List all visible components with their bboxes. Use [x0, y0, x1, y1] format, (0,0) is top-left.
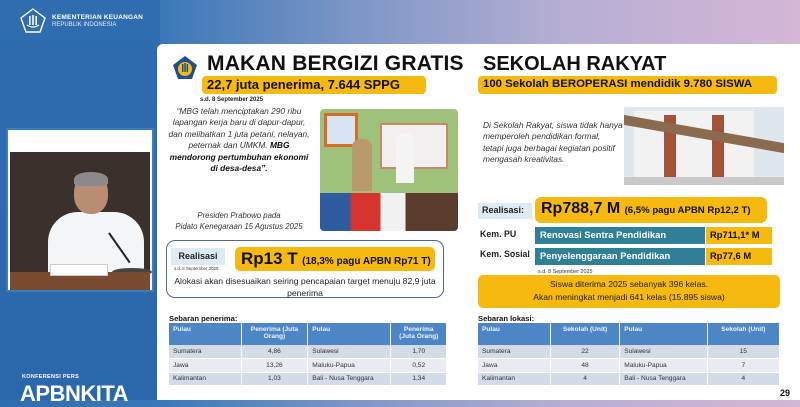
kemenkeu-emblem-icon: [172, 55, 198, 81]
nameplate: [50, 264, 108, 276]
table-header-row: [478, 323, 780, 345]
mbg-realisasi-date: s.d. 8 September 2025: [174, 266, 219, 271]
table-row: [478, 345, 780, 359]
table-cell: Kalimantan: [169, 372, 241, 386]
mbg-distribution-table: [169, 323, 447, 386]
table-cell: Maluku-Papua: [308, 359, 391, 373]
column-header: Sekolah (Unit): [707, 323, 779, 345]
program-renovasi: Renovasi Sentra Pendidikan: [535, 227, 705, 244]
photo-person: [396, 133, 414, 183]
photo-students: [320, 193, 458, 231]
school-building-photo: [624, 107, 784, 185]
sekolah-description: Di Sekolah Rakyat, siswa tidak hanya memperoleh pendidikan formal, tetapi juga berbagai kegiatan positif mengasah kreativitas.: [483, 120, 623, 165]
mbg-realisasi-amount: Rp13 T: [241, 249, 298, 268]
classroom-photo: [320, 109, 458, 231]
program-penyelenggaraan: Penyelenggaraan Pendidikan: [535, 248, 705, 265]
mbg-allocation-note: Alokasi akan disesuaikan seiring pencapaian target menuju 82,9 juta penerima: [174, 276, 436, 298]
quote-source: [165, 210, 313, 232]
column-header: Sekolah (Unit): [550, 323, 619, 345]
speaker-video-feed: [6, 128, 154, 292]
table-cell: Jawa: [169, 359, 241, 373]
column-header: Pulau: [308, 323, 391, 345]
column-header: Penerima (Juta Orang): [391, 323, 447, 345]
ministry-sosial-label: Kem. Sosial: [480, 249, 530, 259]
table-row: [169, 372, 447, 386]
table-cell: 48: [550, 359, 619, 373]
speaker-hair: [74, 172, 108, 186]
photo-ground: [624, 177, 784, 185]
mbg-date: s.d. 8 September 2025: [200, 97, 264, 103]
page-number: 29: [780, 388, 791, 398]
presentation-slide: [157, 44, 800, 400]
table-cell: Jawa: [478, 359, 550, 373]
quote-emphasis: MBG mendorong pertumbuhan ekonomi di desa-desa”.: [169, 140, 309, 174]
column-header: Pulau: [620, 323, 707, 345]
table-cell: Sumatera: [169, 345, 241, 359]
mbg-title: MAKAN BERGIZI GRATIS: [207, 52, 464, 75]
table-cell: 1,03: [241, 372, 308, 386]
table-cell: 1,34: [391, 372, 447, 386]
quote-source-line1: Presiden Prabowo pada: [197, 211, 281, 220]
table-cell: Sulawesi: [620, 345, 707, 359]
sekolah-realisasi-amount: Rp788,7 M: [541, 200, 621, 217]
kemenkeu-logo-icon: [20, 8, 46, 34]
column-header: Penerima (Juta Orang): [241, 323, 308, 345]
table-cell: Sumatera: [478, 345, 550, 359]
quote-text: “MBG telah menciptakan 290 ribu lapangan kerja baru di dapur-dapur, dan melibatkan 1 juta petani, nelayan, peternak dan UMKM.: [168, 106, 310, 151]
photo-person: [352, 139, 372, 191]
table-row: [169, 359, 447, 373]
mbg-distribution-label: Sebaran penerima:: [169, 314, 238, 323]
table-cell: Kalimantan: [478, 372, 550, 386]
table-cell: 0,52: [391, 359, 447, 373]
photo-brick-column: [712, 115, 724, 179]
table-cell: Maluku-Papua: [620, 359, 707, 373]
table-cell: Bali - Nusa Tenggara: [308, 372, 391, 386]
table-cell: Sulawesi: [308, 345, 391, 359]
mbg-subtitle: 22,7 juta penerima, 7.644 SPPG: [202, 76, 426, 94]
mbg-realisasi-value: [235, 247, 435, 271]
sekolah-realisasi-label: Realisasi:: [478, 203, 532, 219]
table-cell: 4: [707, 372, 779, 386]
table-cell: 22: [550, 345, 619, 359]
ministry-name: KEMENTERIAN KEUANGAN: [52, 14, 144, 21]
ministry-pu-label: Kem. PU: [480, 229, 517, 239]
program-renovasi-amount: Rp711,1* M: [706, 227, 772, 244]
president-quote: [165, 106, 313, 174]
program-penyelenggaraan-amount: Rp77,6 M: [706, 248, 772, 265]
table-cell: 1,70: [391, 345, 447, 359]
table-cell: 15: [707, 345, 779, 359]
table-cell: 13,26: [241, 359, 308, 373]
country-name: REPUBLIK INDONESIA: [52, 22, 117, 28]
column-header: Pulau: [169, 323, 241, 345]
quote-source-line2: Pidato Kenegaraan 15 Agustus 2025: [175, 222, 303, 231]
table-row: [478, 372, 780, 386]
event-logo-text: APBNKITA: [20, 381, 129, 406]
table-row: [169, 345, 447, 359]
sekolah-note-line2: Akan meningkat menjadi 641 kelas (15.895 siswa): [533, 292, 725, 302]
mbg-realisasi-detail: (18,3% pagu APBN Rp71 T): [302, 256, 431, 267]
sekolah-date: s.d. 8 September 2025: [538, 269, 593, 275]
sekolah-realisasi-value: [535, 197, 767, 223]
sekolah-distribution-table: [478, 323, 780, 386]
sekolah-student-note: [478, 275, 780, 308]
conference-label: KONFERENSI PERS: [22, 374, 80, 380]
column-header: Pulau: [478, 323, 550, 345]
photo-whiteboard: [380, 123, 448, 169]
mbg-realisasi-label: Realisasi: [171, 248, 225, 265]
ministry-brand: [20, 8, 354, 34]
sekolah-realisasi-detail: (6,5% pagu APBN Rp12,2 T): [624, 205, 751, 216]
sekolah-subtitle: 100 Sekolah BEROPERASI mendidik 9.780 SISWA: [478, 76, 777, 94]
table-header-row: [169, 323, 447, 345]
table-cell: Bali - Nusa Tenggara: [620, 372, 707, 386]
table-cell: 4: [550, 372, 619, 386]
sekolah-distribution-label: Sebaran lokasi:: [478, 314, 535, 323]
table-cell: 7: [707, 359, 779, 373]
sekolah-note-line1: Siswa diterima 2025 sebanyak 396 kelas.: [549, 279, 709, 289]
table-cell: 4,86: [241, 345, 308, 359]
table-row: [478, 359, 780, 373]
sekolah-title: SEKOLAH RAKYAT: [483, 53, 667, 75]
